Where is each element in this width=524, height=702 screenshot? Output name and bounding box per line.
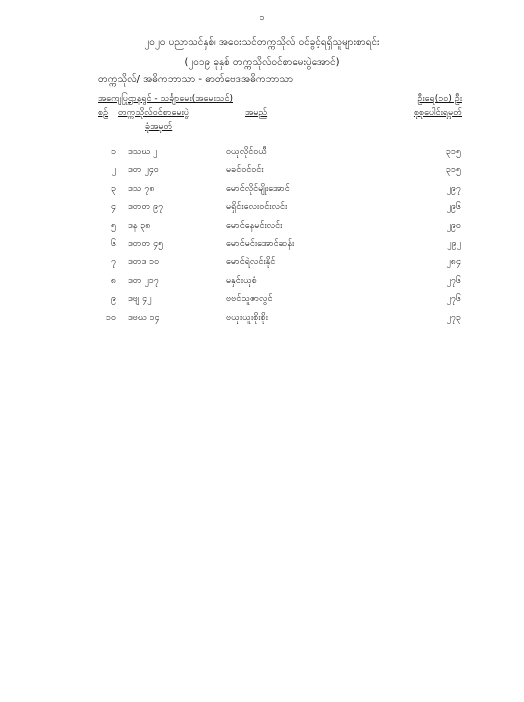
- row-number: ၃: [110, 183, 116, 194]
- column-header-name: အမည်: [245, 108, 268, 118]
- total-marks: ၃၁၅: [445, 165, 461, 176]
- candidate-name: မခင်ဝင်ဝင်း: [226, 165, 264, 176]
- total-marks: ၂၉၀: [446, 220, 461, 231]
- row-number: ၂: [111, 165, 116, 176]
- roll-number: ဒတ ၂၁၇: [128, 275, 159, 286]
- column-header-no: စဉ်: [98, 108, 109, 118]
- total-marks: ၂၉၆: [446, 202, 461, 213]
- roll-number: ဒန ၃၈: [128, 220, 151, 231]
- total-marks: ၂၇၆: [446, 275, 461, 286]
- candidate-name: ဗဗင်သူဇာလွင်: [226, 294, 273, 305]
- roll-number: ဒတဒ ၁၀: [128, 257, 160, 268]
- candidate-name: မောင်နေမင်းလင်း: [226, 220, 283, 231]
- roll-number: ဒဗဃ ၁၄: [128, 312, 160, 323]
- header-left-group: အကျေပြုဌာနရွင် - သင်္ချာမေး(အမေးသင်): [98, 94, 233, 104]
- row-number: ၁: [110, 147, 116, 157]
- candidate-name: မောင်လိုင်မျိုးအောင်: [226, 183, 290, 194]
- roll-number: ဒတ ၂၄၀: [128, 165, 159, 176]
- candidate-name: ဝယုလိုင်ဝယီ: [226, 147, 268, 157]
- row-number: ၆: [110, 239, 116, 249]
- page-number: ၁: [259, 13, 265, 23]
- title-line-2: (၂၀၁၉ ခုနှစ် တက္ကသိုလ်ဝင်စာမေးပွဲအောင်): [184, 57, 340, 68]
- row-number: ၅: [110, 220, 116, 231]
- roll-number: ဒတတ ၉၇: [128, 202, 164, 213]
- candidate-name: ဗယုးယူးစိုးစိုး: [226, 312, 268, 323]
- row-number: ၉: [110, 294, 116, 305]
- roll-number: ဒသ ၇၈: [128, 183, 155, 194]
- candidate-name: မရှိင်းလေးဝင်းလင်း: [226, 202, 288, 213]
- candidate-name: မောင်မင်းအောင်ဆန်း: [226, 239, 295, 249]
- row-number: ၇: [110, 257, 116, 268]
- total-marks: ၃၁၅: [445, 147, 461, 157]
- row-number: ၄: [110, 202, 116, 213]
- header-right-group: ဦးရေ(၁၀) ဦး: [417, 94, 462, 104]
- column-header-roll-sub: ခုံအမှတ်: [145, 122, 173, 132]
- roll-number: ဒတတ ၄၅: [128, 239, 164, 249]
- total-marks: ၂၇၃: [446, 312, 461, 323]
- candidate-name: မောင်ရဲလင်းနိုင်: [226, 257, 276, 268]
- title-line-1: ၂၀၂၀ ပညာသင်နှစ်၊ အဝေးသင်တက္ကသိုလ် ဝင်ခွင့်ရရှိသူများစာရင်း: [144, 37, 380, 48]
- total-marks: ၂၉၂: [447, 239, 461, 249]
- total-marks: ၂၉၇: [446, 183, 461, 194]
- row-number: ၁၀: [105, 312, 116, 323]
- roll-number: ဒသဃ ၂: [128, 147, 158, 157]
- candidate-name: မနှင်းယုစံ: [226, 275, 257, 286]
- column-header-roll: တက္ကသိုလ်ဝင်စာမေးပွဲ: [118, 108, 189, 118]
- total-marks: ၂၈၄: [446, 257, 461, 268]
- total-marks: ၂၇၆: [446, 294, 461, 305]
- subtitle: တက္ကသိုလ်/ အဓိကဘာသာ - ဓာတ်ဗေဒအဓိကဘာသာ: [98, 74, 294, 85]
- row-number: ၈: [110, 275, 116, 286]
- roll-number: ဒဗျ ၄၂: [128, 294, 152, 305]
- column-header-marks: စုစုပေါင်းရမှတ်: [413, 108, 462, 118]
